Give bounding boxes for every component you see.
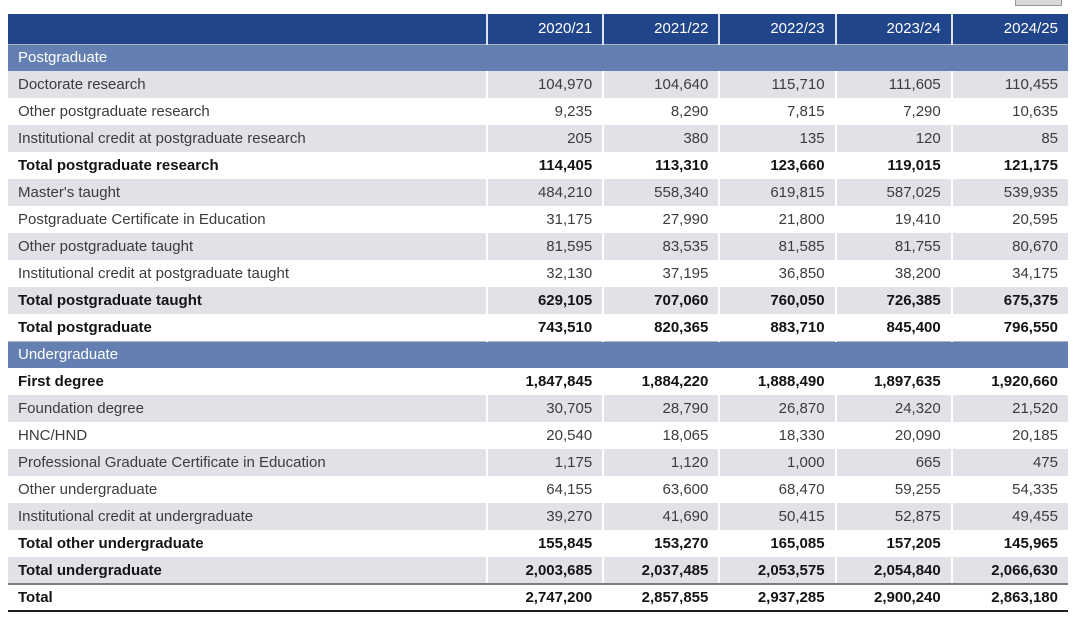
cell-value: 113,310: [603, 152, 719, 179]
cell-value: 1,175: [487, 449, 603, 476]
cell-value: 743,510: [487, 314, 603, 341]
cell-value: 484,210: [487, 179, 603, 206]
table-header: [8, 14, 1068, 44]
cell-value: 26,870: [719, 395, 835, 422]
cell-value: 81,755: [836, 233, 952, 260]
cell-value: 8,290: [603, 98, 719, 125]
year-column-header: 2024/25: [952, 14, 1068, 44]
table-row: [8, 287, 1068, 314]
cell-value: 7,290: [836, 98, 952, 125]
cell-value: 119,015: [836, 152, 952, 179]
cell-value: 796,550: [952, 314, 1068, 341]
cell-value: 39,270: [487, 503, 603, 530]
cell-value: 83,535: [603, 233, 719, 260]
cell-value: 49,455: [952, 503, 1068, 530]
table-row: [8, 557, 1068, 584]
partial-toolbar-button[interactable]: [1015, 0, 1062, 6]
cell-value: 32,130: [487, 260, 603, 287]
cell-value: 2,863,180: [952, 584, 1068, 611]
row-label: Total: [8, 584, 487, 611]
cell-value: 1,897,635: [836, 368, 952, 395]
cell-value: 1,888,490: [719, 368, 835, 395]
cell-value: 475: [952, 449, 1068, 476]
cell-value: 157,205: [836, 530, 952, 557]
cell-value: 2,054,840: [836, 557, 952, 584]
student-enrolments-table: [8, 14, 1068, 612]
cell-value: 135: [719, 125, 835, 152]
table-row: [8, 530, 1068, 557]
cell-value: 38,200: [836, 260, 952, 287]
cell-value: 2,937,285: [719, 584, 835, 611]
cell-value: 2,747,200: [487, 584, 603, 611]
table-row: [8, 476, 1068, 503]
year-column-header: 2022/23: [719, 14, 835, 44]
table-body: [8, 44, 1068, 611]
cell-value: 30,705: [487, 395, 603, 422]
year-column-header: 2023/24: [836, 14, 952, 44]
row-label: First degree: [8, 368, 487, 395]
table-row: [8, 449, 1068, 476]
cell-value: 539,935: [952, 179, 1068, 206]
cell-value: 587,025: [836, 179, 952, 206]
cell-value: 111,605: [836, 71, 952, 98]
table-row: [8, 206, 1068, 233]
cell-value: 2,857,855: [603, 584, 719, 611]
table-row: [8, 125, 1068, 152]
cell-value: 123,660: [719, 152, 835, 179]
cell-value: 675,375: [952, 287, 1068, 314]
row-label: Other postgraduate research: [8, 98, 487, 125]
cell-value: 9,235: [487, 98, 603, 125]
row-label: Institutional credit at postgraduate taught: [8, 260, 487, 287]
cell-value: 845,400: [836, 314, 952, 341]
table-row: [8, 314, 1068, 341]
cell-value: 1,847,845: [487, 368, 603, 395]
cell-value: 120: [836, 125, 952, 152]
row-label: Institutional credit at undergraduate: [8, 503, 487, 530]
cell-value: 59,255: [836, 476, 952, 503]
cell-value: 2,066,630: [952, 557, 1068, 584]
cell-value: 1,000: [719, 449, 835, 476]
cell-value: 707,060: [603, 287, 719, 314]
row-label: Total postgraduate: [8, 314, 487, 341]
cell-value: 50,415: [719, 503, 835, 530]
cell-value: 115,710: [719, 71, 835, 98]
cell-value: 155,845: [487, 530, 603, 557]
cell-value: 54,335: [952, 476, 1068, 503]
year-column-header: 2021/22: [603, 14, 719, 44]
cell-value: 24,320: [836, 395, 952, 422]
cell-value: 20,595: [952, 206, 1068, 233]
cell-value: 64,155: [487, 476, 603, 503]
table-row: [8, 71, 1068, 98]
table-row: [8, 368, 1068, 395]
cell-value: 1,884,220: [603, 368, 719, 395]
cell-value: 52,875: [836, 503, 952, 530]
cell-value: 153,270: [603, 530, 719, 557]
cell-value: 31,175: [487, 206, 603, 233]
cell-value: 121,175: [952, 152, 1068, 179]
section-title: Undergraduate: [8, 341, 1068, 368]
table-row: [8, 179, 1068, 206]
cell-value: 2,003,685: [487, 557, 603, 584]
row-label: Total other undergraduate: [8, 530, 487, 557]
cell-value: 85: [952, 125, 1068, 152]
table-row: [8, 584, 1068, 611]
cell-value: 165,085: [719, 530, 835, 557]
cell-value: 81,595: [487, 233, 603, 260]
cell-value: 18,330: [719, 422, 835, 449]
row-label: Total postgraduate taught: [8, 287, 487, 314]
cell-value: 380: [603, 125, 719, 152]
row-label: HNC/HND: [8, 422, 487, 449]
cell-value: 34,175: [952, 260, 1068, 287]
cell-value: 104,970: [487, 71, 603, 98]
cell-value: 665: [836, 449, 952, 476]
row-label: Other undergraduate: [8, 476, 487, 503]
cell-value: 20,090: [836, 422, 952, 449]
row-label: Institutional credit at postgraduate research: [8, 125, 487, 152]
cell-value: 41,690: [603, 503, 719, 530]
cell-value: 21,520: [952, 395, 1068, 422]
section-header-row: [8, 341, 1068, 368]
cell-value: 145,965: [952, 530, 1068, 557]
cell-value: 63,600: [603, 476, 719, 503]
cell-value: 68,470: [719, 476, 835, 503]
cell-value: 883,710: [719, 314, 835, 341]
cell-value: 27,990: [603, 206, 719, 233]
section-title: Postgraduate: [8, 44, 1068, 71]
year-column-header: 2020/21: [487, 14, 603, 44]
cell-value: 114,405: [487, 152, 603, 179]
cell-value: 81,585: [719, 233, 835, 260]
header-row: [8, 14, 1068, 44]
cell-value: 1,120: [603, 449, 719, 476]
cell-value: 28,790: [603, 395, 719, 422]
cell-value: 820,365: [603, 314, 719, 341]
cell-value: 205: [487, 125, 603, 152]
table-row: [8, 98, 1068, 125]
cell-value: 2,037,485: [603, 557, 719, 584]
row-label: Master's taught: [8, 179, 487, 206]
table-row: [8, 152, 1068, 179]
table-row: [8, 395, 1068, 422]
row-label: Total undergraduate: [8, 557, 487, 584]
section-header-row: [8, 44, 1068, 71]
table-row: [8, 260, 1068, 287]
cell-value: 36,850: [719, 260, 835, 287]
cell-value: 1,920,660: [952, 368, 1068, 395]
cell-value: 20,185: [952, 422, 1068, 449]
cell-value: 37,195: [603, 260, 719, 287]
row-label: Postgraduate Certificate in Education: [8, 206, 487, 233]
cell-value: 80,670: [952, 233, 1068, 260]
cell-value: 110,455: [952, 71, 1068, 98]
cell-value: 2,900,240: [836, 584, 952, 611]
row-label: Doctorate research: [8, 71, 487, 98]
cell-value: 18,065: [603, 422, 719, 449]
table-row: [8, 503, 1068, 530]
cell-value: 20,540: [487, 422, 603, 449]
cell-value: 21,800: [719, 206, 835, 233]
cell-value: 629,105: [487, 287, 603, 314]
row-label-column-header: [8, 14, 487, 44]
cell-value: 104,640: [603, 71, 719, 98]
row-label: Other postgraduate taught: [8, 233, 487, 260]
cell-value: 619,815: [719, 179, 835, 206]
cell-value: 2,053,575: [719, 557, 835, 584]
cell-value: 760,050: [719, 287, 835, 314]
row-label: Professional Graduate Certificate in Education: [8, 449, 487, 476]
cell-value: 7,815: [719, 98, 835, 125]
row-label: Foundation degree: [8, 395, 487, 422]
cell-value: 558,340: [603, 179, 719, 206]
table-row: [8, 422, 1068, 449]
cell-value: 10,635: [952, 98, 1068, 125]
row-label: Total postgraduate research: [8, 152, 487, 179]
cell-value: 726,385: [836, 287, 952, 314]
table-row: [8, 233, 1068, 260]
cell-value: 19,410: [836, 206, 952, 233]
